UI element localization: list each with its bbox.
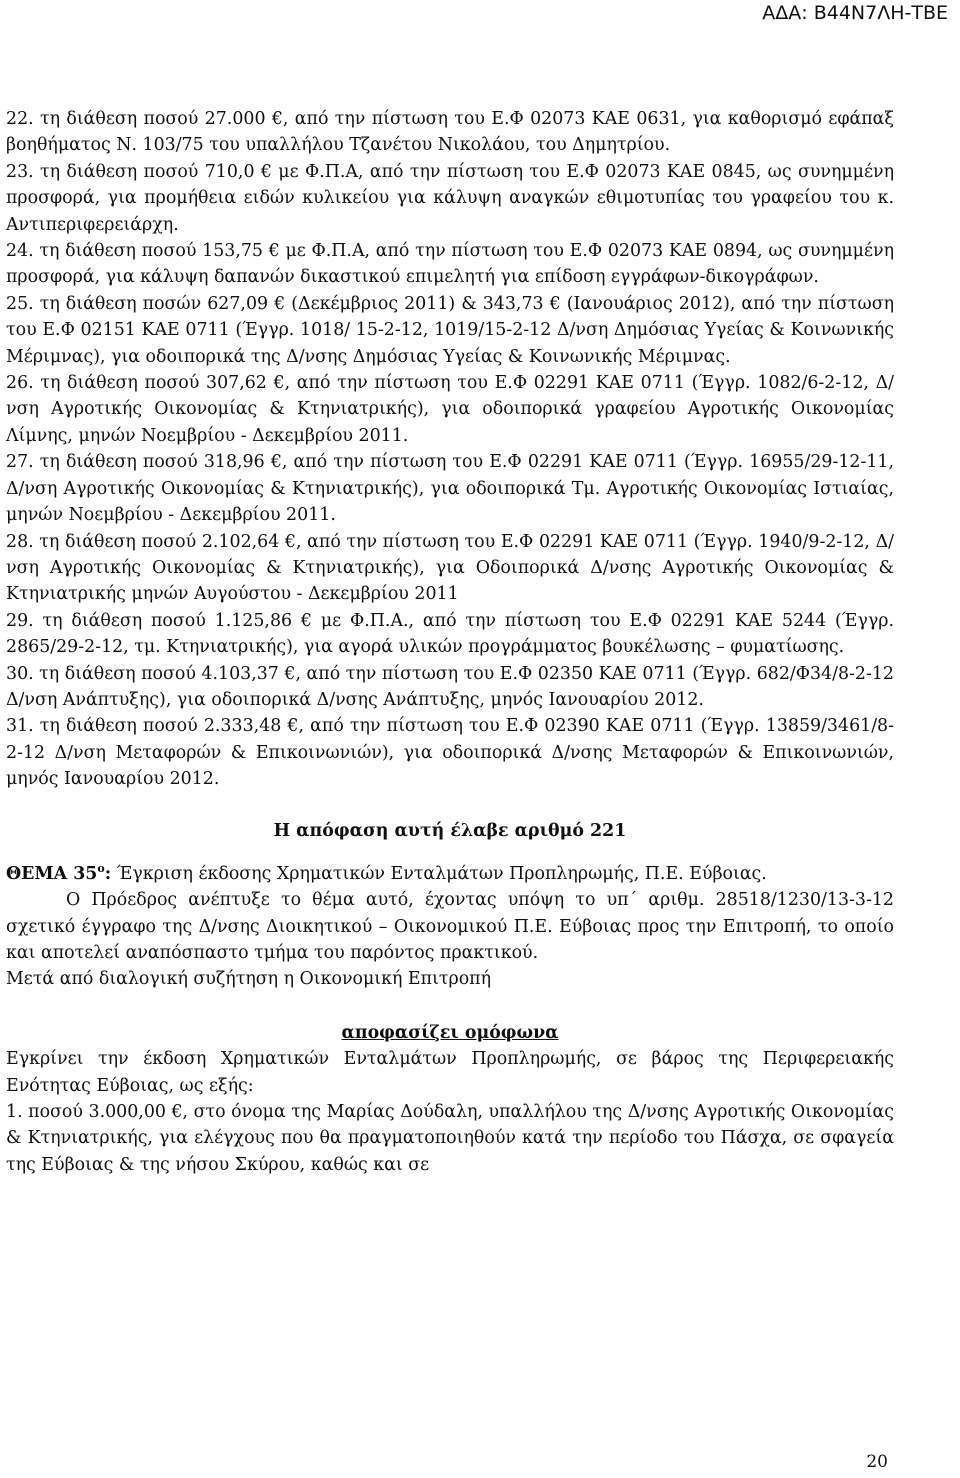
approval-paragraph: Εγκρίνει την έκδοση Χρηματικών Ενταλμάτων Προπληρωμής, σε βάρος της Περιφερειακής Ενότητας Εύβοιας, ως εξής: — [6, 1049, 894, 1096]
resolution-number: Η απόφαση αυτή έλαβε αριθμό 221 — [273, 820, 627, 841]
list-item: 26. τη διάθεση ποσού 307,62 €, από την πίστωση του Ε.Φ 02291 ΚΑΕ 0711 (Έγγρ. 1082/6-2-12, Δ/νση Αγροτικής Οικονομίας & Κτηνιατρικής), για οδοιπορικά γραφείου Αγροτικής Οικονομίας Λίμνης, μηνών Νοεμβρίου - Δεκεμβρίου 2011. — [6, 373, 894, 446]
list-item: 27. τη διάθεση ποσού 318,96 €, από την πίστωση του Ε.Φ 02291 ΚΑΕ 0711 (Έγγρ. 16955/29-12-11, Δ/νση Αγροτικής Οικονομίας & Κτηνιατρικής), για οδοιπορικά Τμ. Αγροτικής Οικονομίας Ιστιαίας, μηνών Νοεμβρίου - Δεκεμβρίου 2011. — [6, 452, 894, 526]
page-number: 20 — [866, 1452, 888, 1472]
discussion-line: Μετά από διαλογική συζήτηση η Οικονομική Επιτροπή — [6, 969, 492, 990]
decision-heading: αποφασίζει ομόφωνα — [341, 1022, 559, 1043]
list-item: 30. τη διάθεση ποσού 4.103,37 €, από την πίστωση του Ε.Φ 02350 ΚΑΕ 0711 (Έγγρ. 682/Φ34/8-2-12 Δ/νση Ανάπτυξης), για οδοιπορικά Δ/νσης Ανάπτυξης, μηνός Ιανουαρίου 2012. — [6, 663, 894, 710]
ordinal-suffix: ο — [97, 861, 105, 875]
first-approval-item: 1. ποσού 3.000,00 €, στο όνομα της Μαρίας Δούδαλη, υπαλλήλου της Δ/νσης Αγροτικής Οικονομίας & Κτηνιατρικής, για ελέγχους που θα πραγματοποιηθούν κατά την περίοδο του Πάσχα, σε σφαγεία της Εύβοιας & της νήσου Σκύρου, καθώς και σε — [6, 1102, 894, 1175]
list-item: 31. τη διάθεση ποσού 2.333,48 €, από την πίστωση του Ε.Φ 02390 ΚΑΕ 0711 (Έγγρ. 13859/3461/8-2-12 Δ/νση Μεταφορών & Επικοινωνιών), για οδοιπορικά Δ/νσης Μεταφορών & Επικοινωνιών, μηνός Ιανουαρίου 2012. — [6, 716, 894, 790]
subject-label: ΘΕΜΑ $35^o$: — [6, 861, 112, 884]
list-item: 24. τη διάθεση ποσού 153,75 € με Φ.Π.Α, από την πίστωση του Ε.Φ 02073 ΚΑΕ 0894, ως συνημμένη προσφορά, για κάλυψη δαπανών δικαστικού επιμελητή για επίδοση εγγράφων-δικογράφων. — [6, 241, 894, 288]
list-item: 28. τη διάθεση ποσού 2.102,64 €, από την πίστωση του Ε.Φ 02291 ΚΑΕ 0711 (Έγγρ. 1940/9-2-12, Δ/νση Αγροτικής Οικονομίας & Κτηνιατρικής), για Οδοιπορικά Δ/νσης Αγροτικής Οικονομίας & Κτηνιατρικής μηνών Αυγούστου - Δεκεμβρίου 2011 — [6, 531, 894, 605]
ada-code: ΑΔΑ: Β44Ν7ΛΗ-ΤΒΕ — [762, 2, 948, 24]
list-item: 23. τη διάθεση ποσού 710,0 € με Φ.Π.Α, από την πίστωση του Ε.Φ 02073 ΚΑΕ 0845, ως συνημμένη προσφορά, για προμήθεια ειδών κυλικείου για κάλυψη αναγκών εθιμοτυπίας του γραφείου του κ. Αντιπεριφερειάρχη. — [6, 161, 894, 235]
list-item: 22. τη διάθεση ποσού 27.000 €, από την πίστωση του Ε.Φ 02073 ΚΑΕ 0631, για καθορισμό εφάπαξ βοηθήματος Ν. 103/75 του υπαλλήλου Τζανέτου Νικολάου, του Δημητρίου. — [6, 109, 894, 156]
list-item: 25. τη διάθεση ποσών 627,09 € (Δεκέμβριος 2011) & 343,73 € (Ιανουάριος 2012), από την πίστωση του Ε.Φ 02151 ΚΑΕ 0711 (Έγγρ. 1018/ 15-2-12, 1019/15-2-12 Δ/νση Δημόσιας Υγείας & Κοινωνικής Μέριμνας), για οδοιπορικά της Δ/νσης Δημόσιας Υγείας & Κοινωνικής Μέριμνας. — [6, 293, 894, 367]
document-body — [6, 106, 894, 1178]
list-item: 29. τη διάθεση ποσού 1.125,86 € με Φ.Π.Α., από την πίστωση του Ε.Φ 02291 ΚΑΕ 5244 (Έγγρ. 2865/29-2-12, τμ. Κτηνιατρικής), για αγορά υλικών προγράμματος βουκέλωσης – φυματίωσης. — [6, 610, 894, 658]
subject-text: Έγκριση έκδοσης Χρηματικών Ενταλμάτων Προπληρωμής, Π.Ε. Εύβοιας. — [111, 863, 767, 884]
subject-line — [6, 856, 894, 887]
intro-paragraph: Ο Πρόεδρος ανέπτυξε το θέμα αυτό, έχοντας υπόψη το υπ΄ αριθμ. 28518/1230/13-3-12 σχετικό έγγραφο της Δ/νσης Διοικητικού – Οικονομικού Π.Ε. Εύβοιας προς την Επιτροπή, το οποίο και αποτελεί αναπόσπαστο τμήμα του παρόντος πρακτικού. — [6, 890, 894, 963]
